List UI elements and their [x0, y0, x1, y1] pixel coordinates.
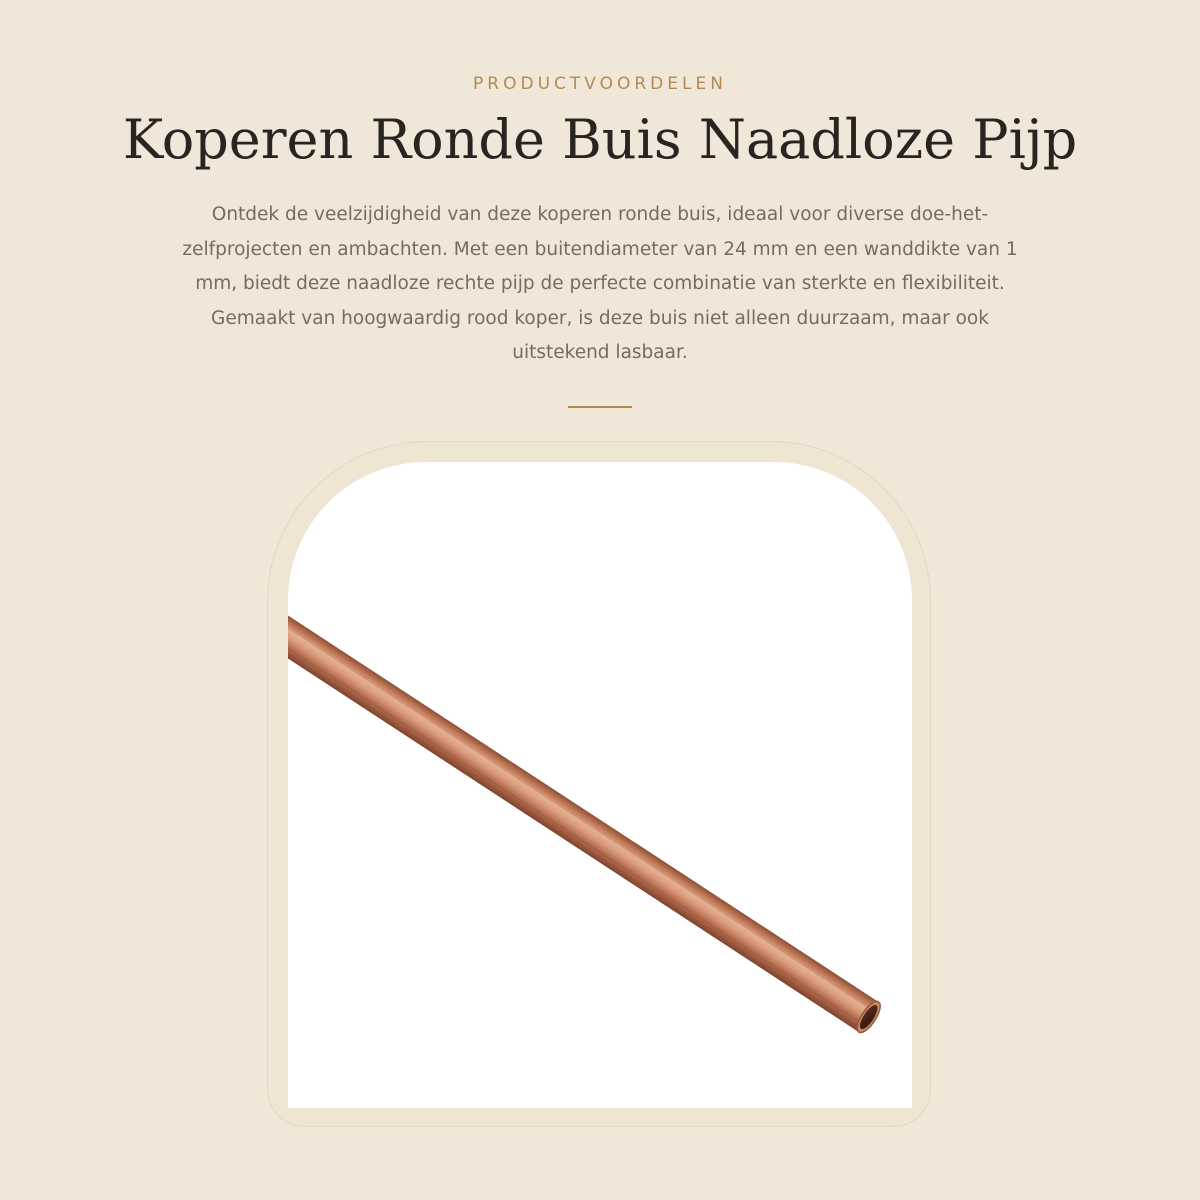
- page-title: Koperen Ronde Buis Naadloze Pijp: [122, 108, 1078, 171]
- product-image: [288, 462, 912, 1108]
- accent-divider: [568, 406, 632, 408]
- copper-tube-illustration: [288, 462, 912, 1108]
- copper-tube: [288, 606, 884, 1036]
- product-description: Ontdek de veelzijdigheid van deze koperen ronde buis, ideaal voor diverse doe-het-zelfprojecten en ambachten. Met een buitendiameter van 24 mm en een wanddikte van 1 mm, biedt deze naadloze rechte pijp de perfecte combinatie van sterkte en flexibiliteit. Gemaakt van hoogwaardig rood koper, is deze buis niet alleen duurzaam, maar ook uitstekend lasbaar.: [182, 204, 1018, 363]
- section-eyebrow: PRODUCTVOORDELEN: [473, 74, 727, 94]
